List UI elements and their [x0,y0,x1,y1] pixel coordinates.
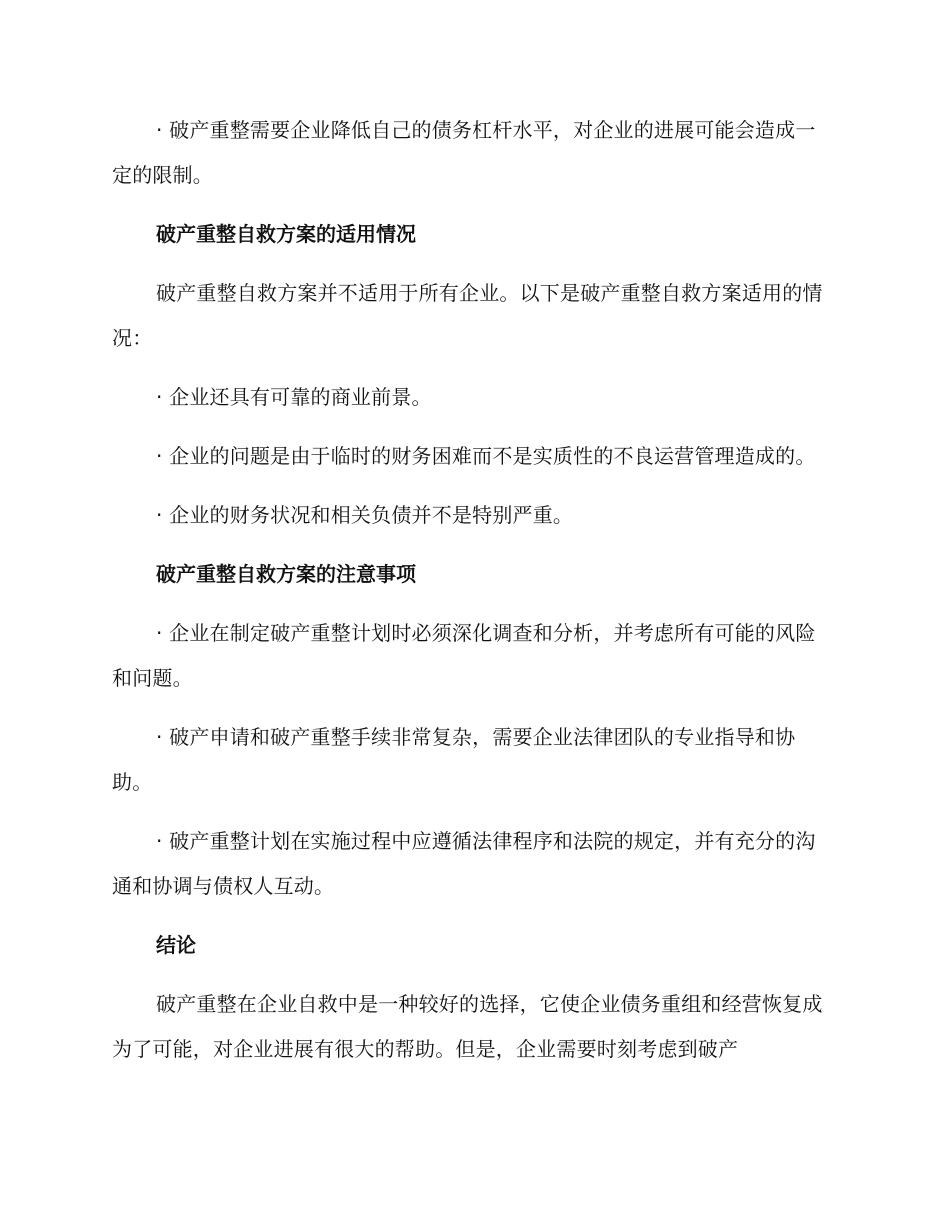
heading-applicability: 破产重整自救方案的适用情况 [156,222,416,246]
spacer [112,701,832,715]
spacer [112,968,832,982]
spacer [112,420,832,434]
bullet-financial-status: · 企业的财务状况和相关负债并不是特别严重。 [156,503,574,527]
paragraph-conclusion: 破产重整在企业自救中是一种较好的选择，它使企业债务重组和经营恢复成为了可能，对企业进展有很大的帮助。但是，企业需要时刻考虑到破产 [112,992,823,1061]
spacer [112,198,832,212]
heading-precautions: 破产重整自救方案的注意事项 [156,562,416,586]
spacer [112,361,832,375]
spacer [112,538,832,552]
bullet-legal-guidance: · 破产申请和破产重整手续非常复杂，需要企业法律团队的专业指导和协助。 [112,725,796,794]
spacer [112,597,832,611]
spacer [112,909,832,923]
spacer [112,257,832,271]
paragraph-debt-leverage: · 破产重整需要企业降低自己的债务杠杆水平，对企业的进展可能会造成一定的限制。 [112,118,816,187]
document-body [112,108,832,1072]
bullet-temporary-difficulty: · 企业的问题是由于临时的财务困难而不是实质性的不良运营管理造成的。 [156,444,816,468]
bullet-investigation: · 企业在制定破产重整计划时必须深化调查和分析，并考虑所有可能的风险和问题。 [112,621,816,690]
heading-conclusion: 结论 [156,933,196,957]
spacer [112,805,832,819]
bullet-business-prospect: · 企业还具有可靠的商业前景。 [156,385,432,409]
paragraph-applicability-intro: 破产重整自救方案并不适用于所有企业。以下是破产重整自救方案适用的情况： [112,281,823,350]
bullet-legal-procedure: · 破产重整计划在实施过程中应遵循法律程序和法院的规定，并有充分的沟通和协调与债权人互动。 [112,829,816,898]
spacer [112,479,832,493]
